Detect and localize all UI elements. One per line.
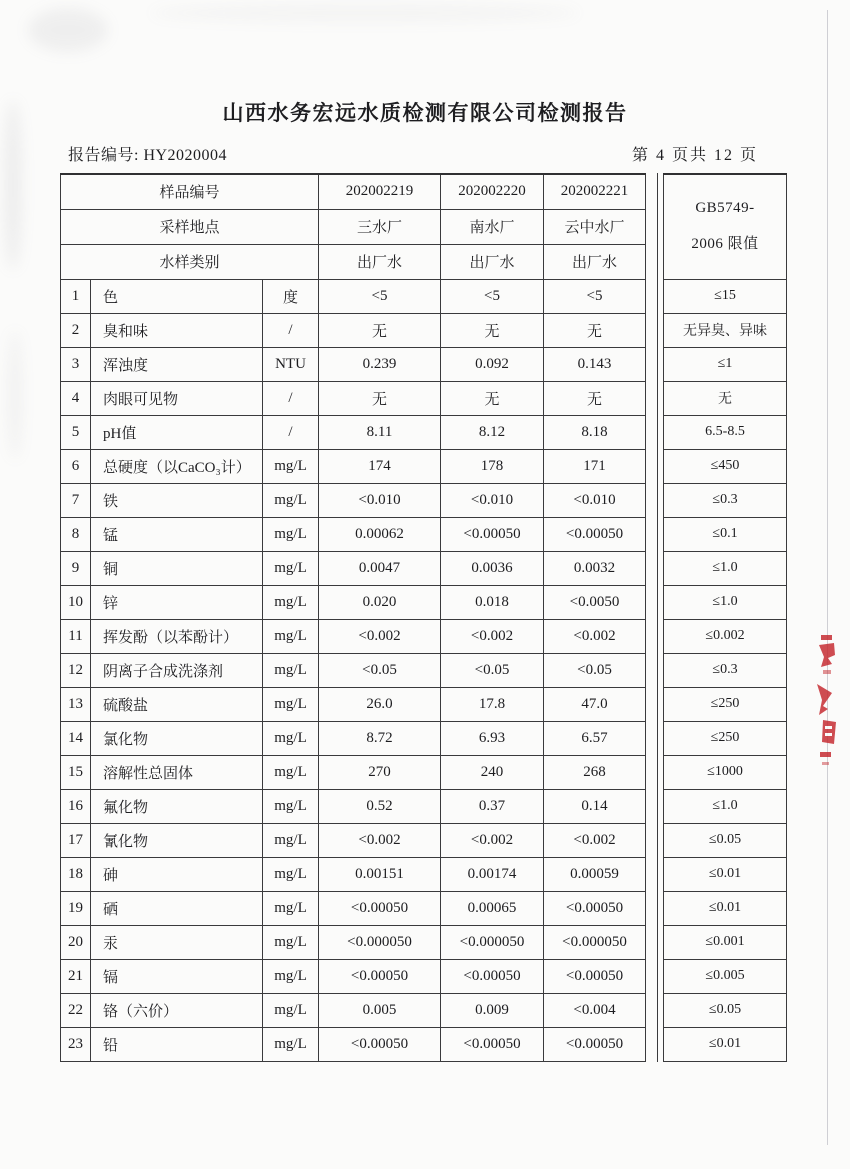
- sample-header-cell: 出厂水: [441, 244, 544, 279]
- limit-cell: ≤1: [664, 347, 787, 381]
- parameter-cell: 氰化物: [91, 823, 263, 857]
- value-cell: <0.00050: [544, 891, 646, 925]
- parameter-cell: 挥发酚（以苯酚计）: [91, 619, 263, 653]
- unit-cell: mg/L: [263, 721, 319, 755]
- limit-row: [664, 619, 787, 653]
- value-cell: <0.010: [544, 483, 646, 517]
- limit-row: [664, 1027, 787, 1061]
- row-number-cell: 19: [61, 891, 91, 925]
- value-cell: <0.00050: [544, 517, 646, 551]
- table-row: [61, 857, 646, 891]
- page-indicator: 第 4 页共 12 页: [631, 147, 758, 164]
- limit-row: [664, 517, 787, 551]
- unit-cell: mg/L: [263, 755, 319, 789]
- limit-standard-line1: GB5749-: [695, 200, 755, 217]
- row-number-cell: 7: [61, 483, 91, 517]
- limit-row: [664, 959, 787, 993]
- limit-row: [664, 755, 787, 789]
- value-cell: 174: [319, 449, 441, 483]
- unit-cell: NTU: [263, 347, 319, 381]
- parameter-cell: 硒: [91, 891, 263, 925]
- limit-row: [664, 721, 787, 755]
- value-cell: <0.010: [441, 483, 544, 517]
- unit-cell: mg/L: [263, 925, 319, 959]
- limit-row: [664, 585, 787, 619]
- value-cell: 178: [441, 449, 544, 483]
- parameter-cell: pH值: [91, 415, 263, 449]
- value-cell: 无: [544, 381, 646, 415]
- limit-cell: ≤0.3: [664, 483, 787, 517]
- row-number-cell: 1: [61, 279, 91, 313]
- value-cell: 26.0: [319, 687, 441, 721]
- value-cell: 0.00062: [319, 517, 441, 551]
- value-cell: 0.52: [319, 789, 441, 823]
- scan-smudge: [8, 330, 22, 460]
- row-number-cell: 17: [61, 823, 91, 857]
- value-cell: 171: [544, 449, 646, 483]
- page-title: 山西水务宏远水质检测有限公司检测报告: [222, 101, 628, 125]
- value-cell: <0.002: [544, 619, 646, 653]
- sample-header-cell: 云中水厂: [544, 209, 646, 244]
- red-seal-stamp: [815, 630, 837, 770]
- parameter-cell: 浑浊度: [91, 347, 263, 381]
- results-table: [60, 173, 646, 1062]
- parameter-cell: 色: [91, 279, 263, 313]
- table-row: [61, 279, 646, 313]
- row-number-cell: 20: [61, 925, 91, 959]
- sample-header-cell: 202002221: [544, 174, 646, 209]
- value-cell: 8.12: [441, 415, 544, 449]
- limit-cell: ≤250: [664, 721, 787, 755]
- value-cell: 17.8: [441, 687, 544, 721]
- scan-smudge: [28, 8, 108, 52]
- unit-cell: /: [263, 381, 319, 415]
- results-area: [60, 173, 787, 1062]
- scan-smudge: [150, 4, 580, 22]
- limit-cell: ≤1.0: [664, 551, 787, 585]
- unit-cell: /: [263, 415, 319, 449]
- parameter-cell: 阴离子合成洗涤剂: [91, 653, 263, 687]
- value-cell: 0.00059: [544, 857, 646, 891]
- row-number-cell: 9: [61, 551, 91, 585]
- unit-cell: mg/L: [263, 993, 319, 1027]
- unit-cell: mg/L: [263, 585, 319, 619]
- limit-row: [664, 449, 787, 483]
- parameter-cell: 氟化物: [91, 789, 263, 823]
- value-cell: 0.005: [319, 993, 441, 1027]
- unit-cell: mg/L: [263, 959, 319, 993]
- value-cell: <0.000050: [319, 925, 441, 959]
- value-cell: 0.0036: [441, 551, 544, 585]
- value-cell: 240: [441, 755, 544, 789]
- limit-cell: ≤0.002: [664, 619, 787, 653]
- sample-header-cell: 202002219: [319, 174, 441, 209]
- table-row: [61, 347, 646, 381]
- limit-cell: 无: [664, 381, 787, 415]
- value-cell: <0.05: [441, 653, 544, 687]
- limit-cell: ≤1000: [664, 755, 787, 789]
- value-cell: <0.00050: [319, 1027, 441, 1061]
- value-cell: 0.0032: [544, 551, 646, 585]
- limit-row: [664, 381, 787, 415]
- value-cell: 8.11: [319, 415, 441, 449]
- value-cell: 无: [319, 313, 441, 347]
- header-label-cell: 水样类别: [61, 244, 319, 279]
- value-cell: 0.0047: [319, 551, 441, 585]
- table-row: [61, 653, 646, 687]
- unit-cell: mg/L: [263, 823, 319, 857]
- parameter-cell: 肉眼可见物: [91, 381, 263, 415]
- unit-cell: mg/L: [263, 517, 319, 551]
- limit-cell: ≤450: [664, 449, 787, 483]
- value-cell: <0.002: [441, 619, 544, 653]
- limit-row: [664, 313, 787, 347]
- limit-row: [664, 789, 787, 823]
- value-cell: <0.002: [544, 823, 646, 857]
- header-row: [61, 174, 646, 209]
- value-cell: <0.00050: [544, 959, 646, 993]
- unit-cell: mg/L: [263, 551, 319, 585]
- parameter-cell: 铁: [91, 483, 263, 517]
- limit-row: [664, 925, 787, 959]
- limit-row: [664, 687, 787, 721]
- table-row: [61, 755, 646, 789]
- sample-header-cell: 南水厂: [441, 209, 544, 244]
- value-cell: 268: [544, 755, 646, 789]
- limit-row: [664, 857, 787, 891]
- unit-cell: mg/L: [263, 449, 319, 483]
- limit-cell: ≤0.05: [664, 993, 787, 1027]
- value-cell: 8.72: [319, 721, 441, 755]
- parameter-cell: 溶解性总固体: [91, 755, 263, 789]
- value-cell: 无: [441, 313, 544, 347]
- table-row: [61, 449, 646, 483]
- limit-row: [664, 993, 787, 1027]
- parameter-cell: 砷: [91, 857, 263, 891]
- paper-edge-line: [827, 10, 828, 1145]
- unit-cell: /: [263, 313, 319, 347]
- table-row: [61, 381, 646, 415]
- row-number-cell: 16: [61, 789, 91, 823]
- limit-cell: ≤0.005: [664, 959, 787, 993]
- limit-cell: 无异臭、异味: [664, 313, 787, 347]
- parameter-cell: 铅: [91, 1027, 263, 1061]
- limit-cell: ≤0.01: [664, 891, 787, 925]
- header-row: [61, 209, 646, 244]
- table-row: [61, 415, 646, 449]
- value-cell: 无: [441, 381, 544, 415]
- limit-row: [664, 347, 787, 381]
- limit-cell: ≤0.05: [664, 823, 787, 857]
- header-label-cell: 采样地点: [61, 209, 319, 244]
- sample-header-cell: 202002220: [441, 174, 544, 209]
- unit-cell: mg/L: [263, 619, 319, 653]
- value-cell: <0.0050: [544, 585, 646, 619]
- limit-header-row: [664, 174, 787, 279]
- value-cell: <0.000050: [441, 925, 544, 959]
- value-cell: 0.018: [441, 585, 544, 619]
- header-label-cell: 样品编号: [61, 174, 319, 209]
- table-row: [61, 517, 646, 551]
- row-number-cell: 6: [61, 449, 91, 483]
- limit-cell: 6.5-8.5: [664, 415, 787, 449]
- value-cell: 无: [544, 313, 646, 347]
- table-row: [61, 925, 646, 959]
- table-row: [61, 551, 646, 585]
- parameter-cell: 氯化物: [91, 721, 263, 755]
- limit-cell: ≤15: [664, 279, 787, 313]
- value-cell: <0.00050: [319, 891, 441, 925]
- parameter-cell: 硫酸盐: [91, 687, 263, 721]
- value-cell: 0.092: [441, 347, 544, 381]
- value-cell: 0.14: [544, 789, 646, 823]
- sample-header-cell: 出厂水: [319, 244, 441, 279]
- table-row: [61, 585, 646, 619]
- limit-row: [664, 891, 787, 925]
- value-cell: <0.004: [544, 993, 646, 1027]
- parameter-cell: 汞: [91, 925, 263, 959]
- table-row: [61, 687, 646, 721]
- limits-table: [663, 173, 787, 1062]
- limit-standard-line2: 2006 限值: [691, 236, 759, 253]
- row-number-cell: 5: [61, 415, 91, 449]
- value-cell: <0.002: [319, 619, 441, 653]
- value-cell: <0.05: [319, 653, 441, 687]
- table-separator: [646, 173, 658, 1062]
- report-meta: [68, 142, 786, 165]
- parameter-cell: 镉: [91, 959, 263, 993]
- value-cell: <0.05: [544, 653, 646, 687]
- sample-header-cell: 出厂水: [544, 244, 646, 279]
- value-cell: 0.00174: [441, 857, 544, 891]
- limit-row: [664, 823, 787, 857]
- limit-cell: ≤1.0: [664, 585, 787, 619]
- parameter-cell: 锰: [91, 517, 263, 551]
- value-cell: 0.239: [319, 347, 441, 381]
- table-row: [61, 1027, 646, 1061]
- table-row: [61, 993, 646, 1027]
- row-number-cell: 15: [61, 755, 91, 789]
- value-cell: 0.00151: [319, 857, 441, 891]
- limit-row: [664, 653, 787, 687]
- row-number-cell: 2: [61, 313, 91, 347]
- value-cell: <0.00050: [319, 959, 441, 993]
- value-cell: 0.37: [441, 789, 544, 823]
- table-row: [61, 959, 646, 993]
- value-cell: <0.000050: [544, 925, 646, 959]
- row-number-cell: 4: [61, 381, 91, 415]
- row-number-cell: 10: [61, 585, 91, 619]
- limit-cell: ≤0.1: [664, 517, 787, 551]
- value-cell: 6.57: [544, 721, 646, 755]
- limit-row: [664, 279, 787, 313]
- limit-row: [664, 415, 787, 449]
- row-number-cell: 12: [61, 653, 91, 687]
- value-cell: <0.00050: [441, 959, 544, 993]
- parameter-cell: 铜: [91, 551, 263, 585]
- unit-cell: mg/L: [263, 483, 319, 517]
- unit-cell: mg/L: [263, 789, 319, 823]
- value-cell: 47.0: [544, 687, 646, 721]
- table-row: [61, 891, 646, 925]
- limit-standard-cell: [664, 174, 787, 279]
- row-number-cell: 3: [61, 347, 91, 381]
- limit-row: [664, 483, 787, 517]
- parameter-cell: 铬（六价）: [91, 993, 263, 1027]
- unit-cell: mg/L: [263, 891, 319, 925]
- value-cell: 6.93: [441, 721, 544, 755]
- limit-cell: ≤0.3: [664, 653, 787, 687]
- unit-cell: mg/L: [263, 1027, 319, 1061]
- limit-cell: ≤1.0: [664, 789, 787, 823]
- limit-row: [664, 551, 787, 585]
- row-number-cell: 23: [61, 1027, 91, 1061]
- report-number: 报告编号: HY2020004: [68, 147, 228, 164]
- value-cell: 8.18: [544, 415, 646, 449]
- limit-cell: ≤0.01: [664, 1027, 787, 1061]
- row-number-cell: 21: [61, 959, 91, 993]
- value-cell: <5: [319, 279, 441, 313]
- value-cell: 0.143: [544, 347, 646, 381]
- unit-cell: mg/L: [263, 687, 319, 721]
- value-cell: 无: [319, 381, 441, 415]
- limit-cell: ≤0.01: [664, 857, 787, 891]
- unit-cell: 度: [263, 279, 319, 313]
- parameter-cell: 锌: [91, 585, 263, 619]
- table-row: [61, 721, 646, 755]
- table-row: [61, 823, 646, 857]
- value-cell: 0.020: [319, 585, 441, 619]
- value-cell: 270: [319, 755, 441, 789]
- value-cell: 0.00065: [441, 891, 544, 925]
- row-number-cell: 18: [61, 857, 91, 891]
- limit-cell: ≤0.001: [664, 925, 787, 959]
- table-row: [61, 789, 646, 823]
- parameter-cell: 总硬度（以CaCO₃计）: [91, 449, 263, 483]
- header-row: [61, 244, 646, 279]
- value-cell: 0.009: [441, 993, 544, 1027]
- value-cell: <0.002: [441, 823, 544, 857]
- row-number-cell: 8: [61, 517, 91, 551]
- parameter-cell: 臭和味: [91, 313, 263, 347]
- table-row: [61, 483, 646, 517]
- table-row: [61, 313, 646, 347]
- value-cell: <0.00050: [441, 1027, 544, 1061]
- row-number-cell: 11: [61, 619, 91, 653]
- value-cell: <0.00050: [544, 1027, 646, 1061]
- limit-cell: ≤250: [664, 687, 787, 721]
- value-cell: <5: [441, 279, 544, 313]
- row-number-cell: 13: [61, 687, 91, 721]
- unit-cell: mg/L: [263, 653, 319, 687]
- value-cell: <0.010: [319, 483, 441, 517]
- value-cell: <0.00050: [441, 517, 544, 551]
- value-cell: <0.002: [319, 823, 441, 857]
- unit-cell: mg/L: [263, 857, 319, 891]
- table-row: [61, 619, 646, 653]
- sample-header-cell: 三水厂: [319, 209, 441, 244]
- row-number-cell: 14: [61, 721, 91, 755]
- value-cell: <5: [544, 279, 646, 313]
- row-number-cell: 22: [61, 993, 91, 1027]
